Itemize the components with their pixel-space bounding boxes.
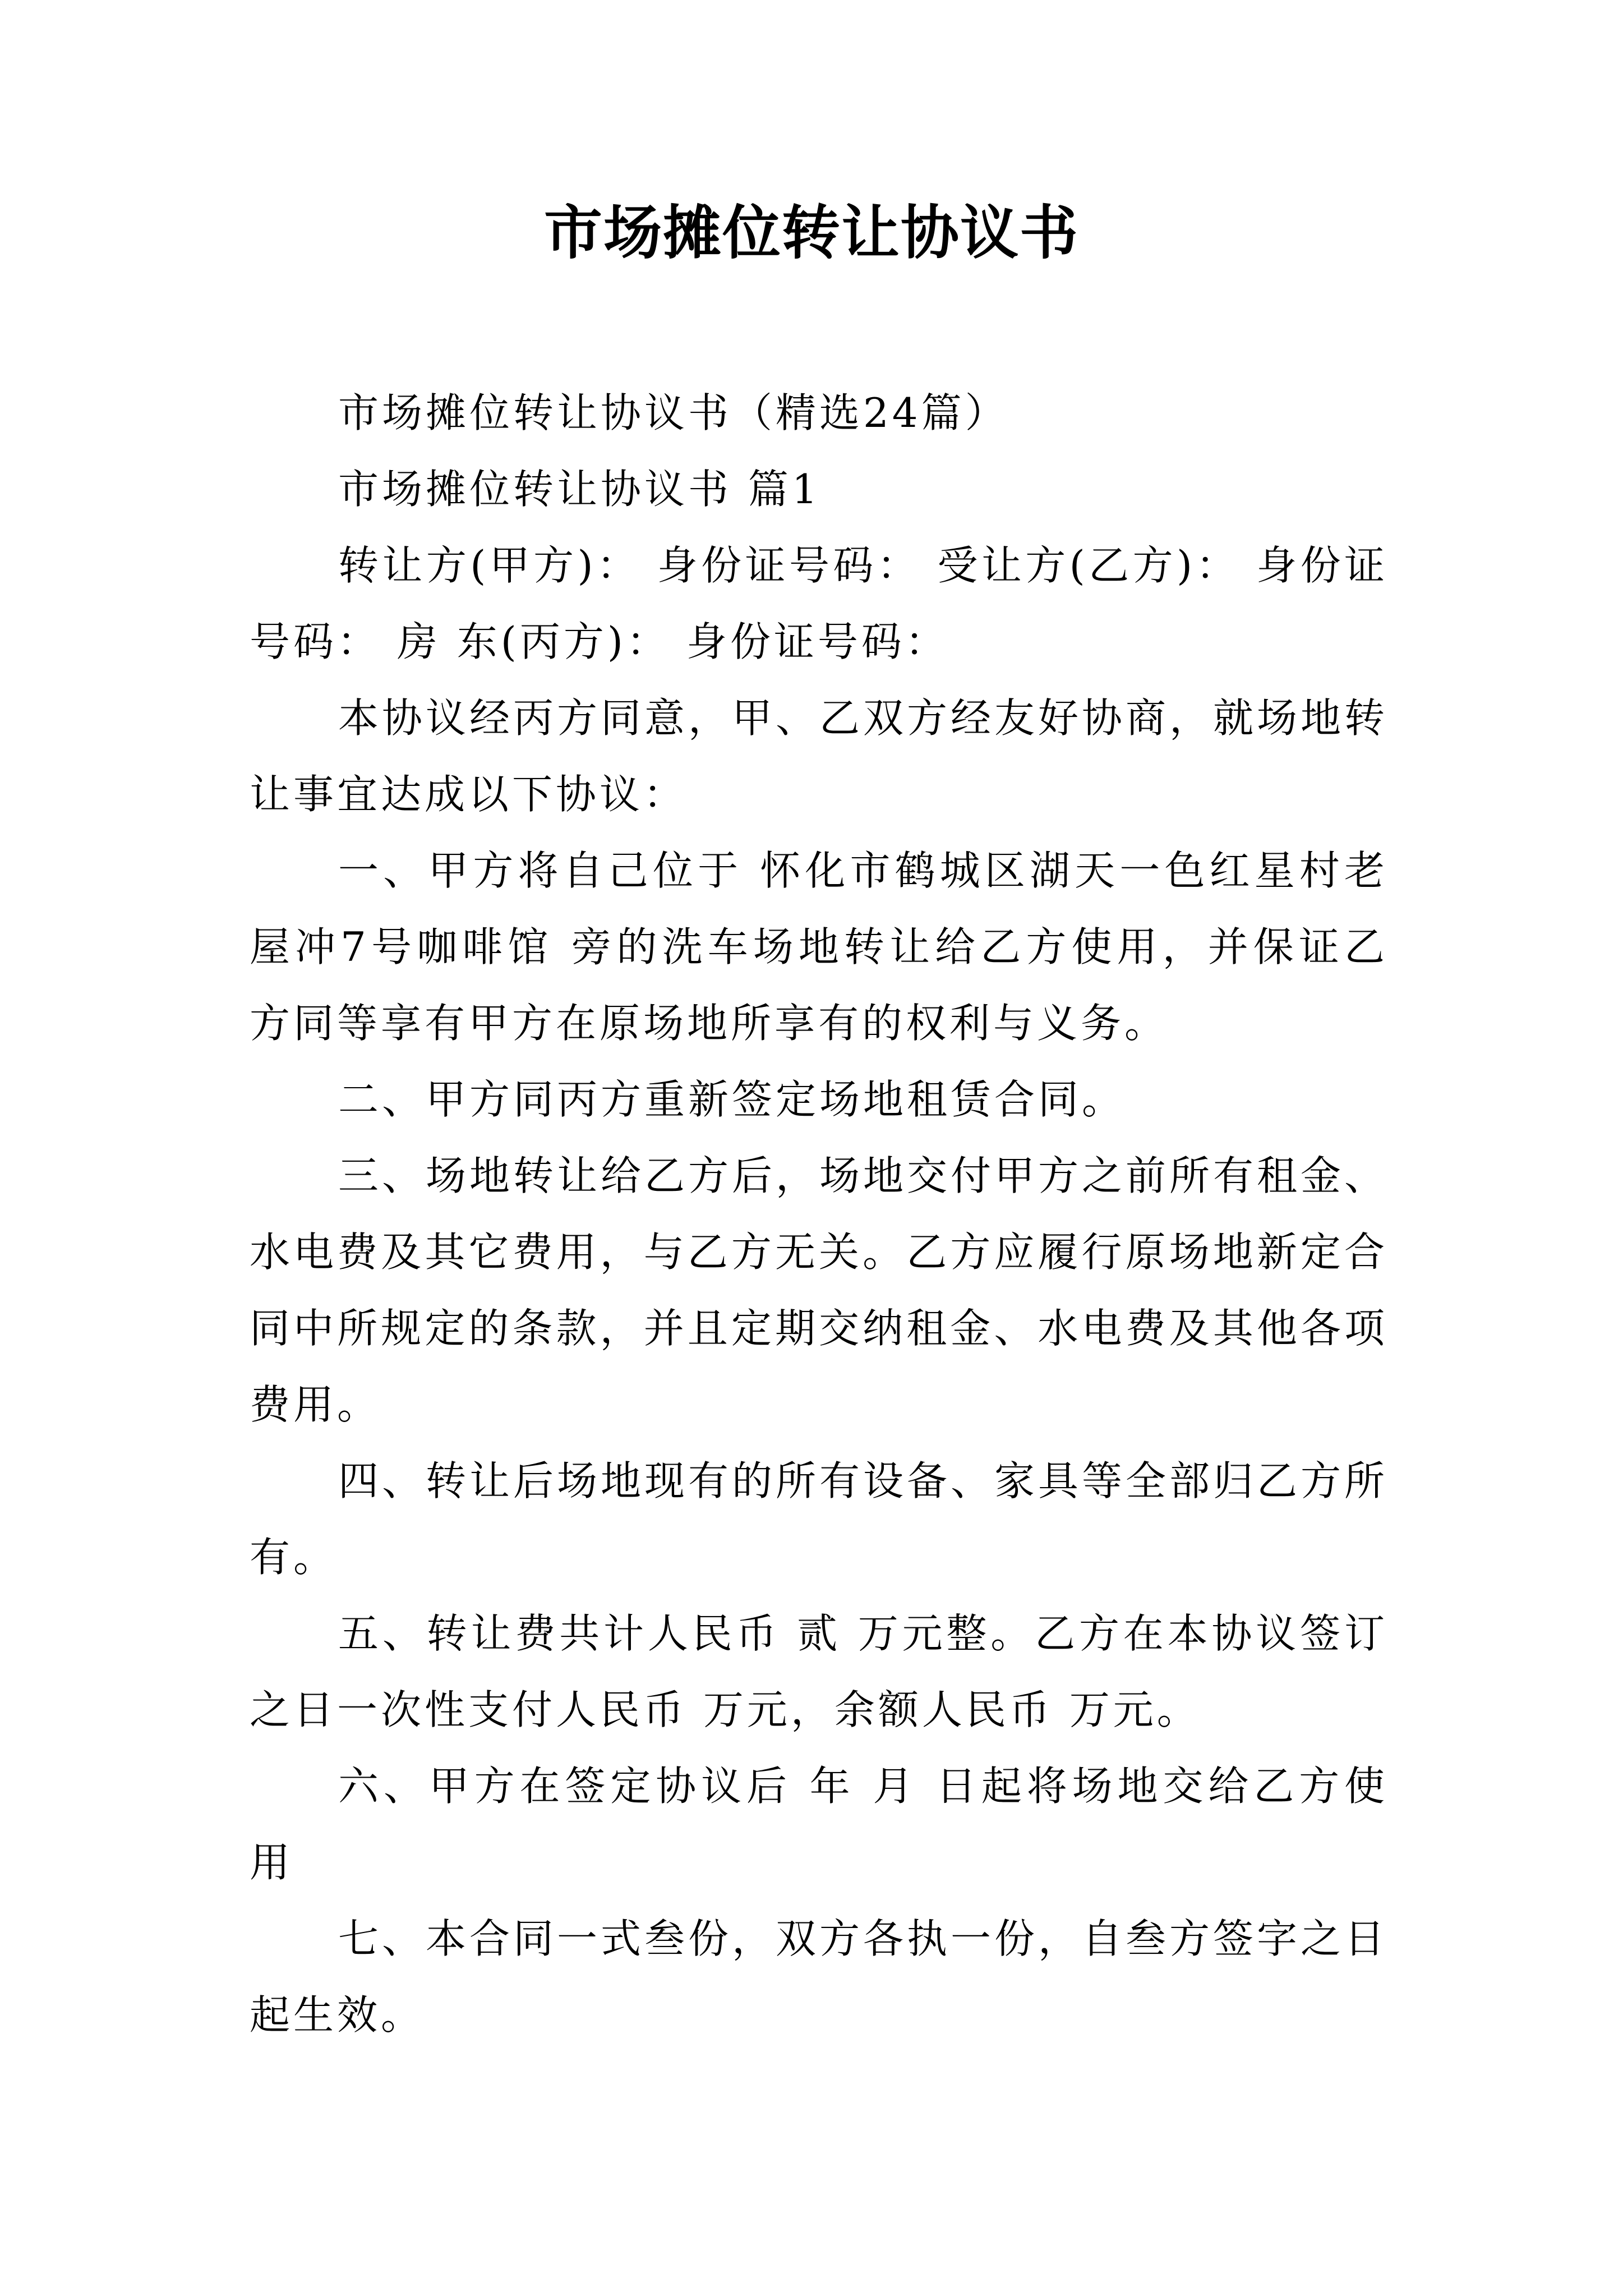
- paragraph-clause-7: 七、本合同一式叁份，双方各执一份，自叁方签字之日起生效。: [250, 1915, 1389, 2039]
- paragraph-clause-4: 四、转让后场地现有的所有设备、家具等全部归乙方所有。: [250, 1457, 1389, 1581]
- paragraph-clause-3: 三、场地转让给乙方后，场地交付甲方之前所有租金、水电费及其它费用，与乙方无关。乙方应履行原场地新定合同中所规定的条款，并且定期交纳租金、水电费及其他各项费用。: [250, 1152, 1389, 1428]
- paragraph-preamble: 本协议经丙方同意，甲、乙双方经友好协商，就场地转让事宜达成以下协议：: [250, 694, 1389, 818]
- paragraph-clause-2: 二、甲方同丙方重新签定场地租赁合同。: [338, 1076, 1126, 1123]
- paragraph-clause-5: 五、转让费共计人民币 贰 万元整。乙方在本协议签订之日一次性支付人民币 万元，余额人民币 万元。: [250, 1610, 1388, 1733]
- paragraph-parties: 转让方(甲方)： 身份证号码： 受让方(乙方)： 身份证号码： 房 东(丙方)： 身份证号码：: [250, 542, 1388, 665]
- paragraph-section-heading: 市场摊位转让协议书 篇1: [338, 466, 821, 513]
- document-body: [250, 375, 1388, 2053]
- paragraph-clause-1: 一、甲方将自己位于 怀化市鹤城区湖天一色红星村老屋冲7号咖啡馆 旁的洗车场地转让给乙方使用，并保证乙方同等享有甲方在原场地所享有的权利与义务。: [250, 847, 1388, 1047]
- paragraph-subtitle: 市场摊位转让协议书（精选24篇）: [338, 389, 1009, 436]
- document-title: 市场摊位转让协议书: [543, 198, 1079, 267]
- paragraph-clause-6: 六、甲方在签定协议后 年 月 日起将场地交给乙方使用: [250, 1763, 1388, 1886]
